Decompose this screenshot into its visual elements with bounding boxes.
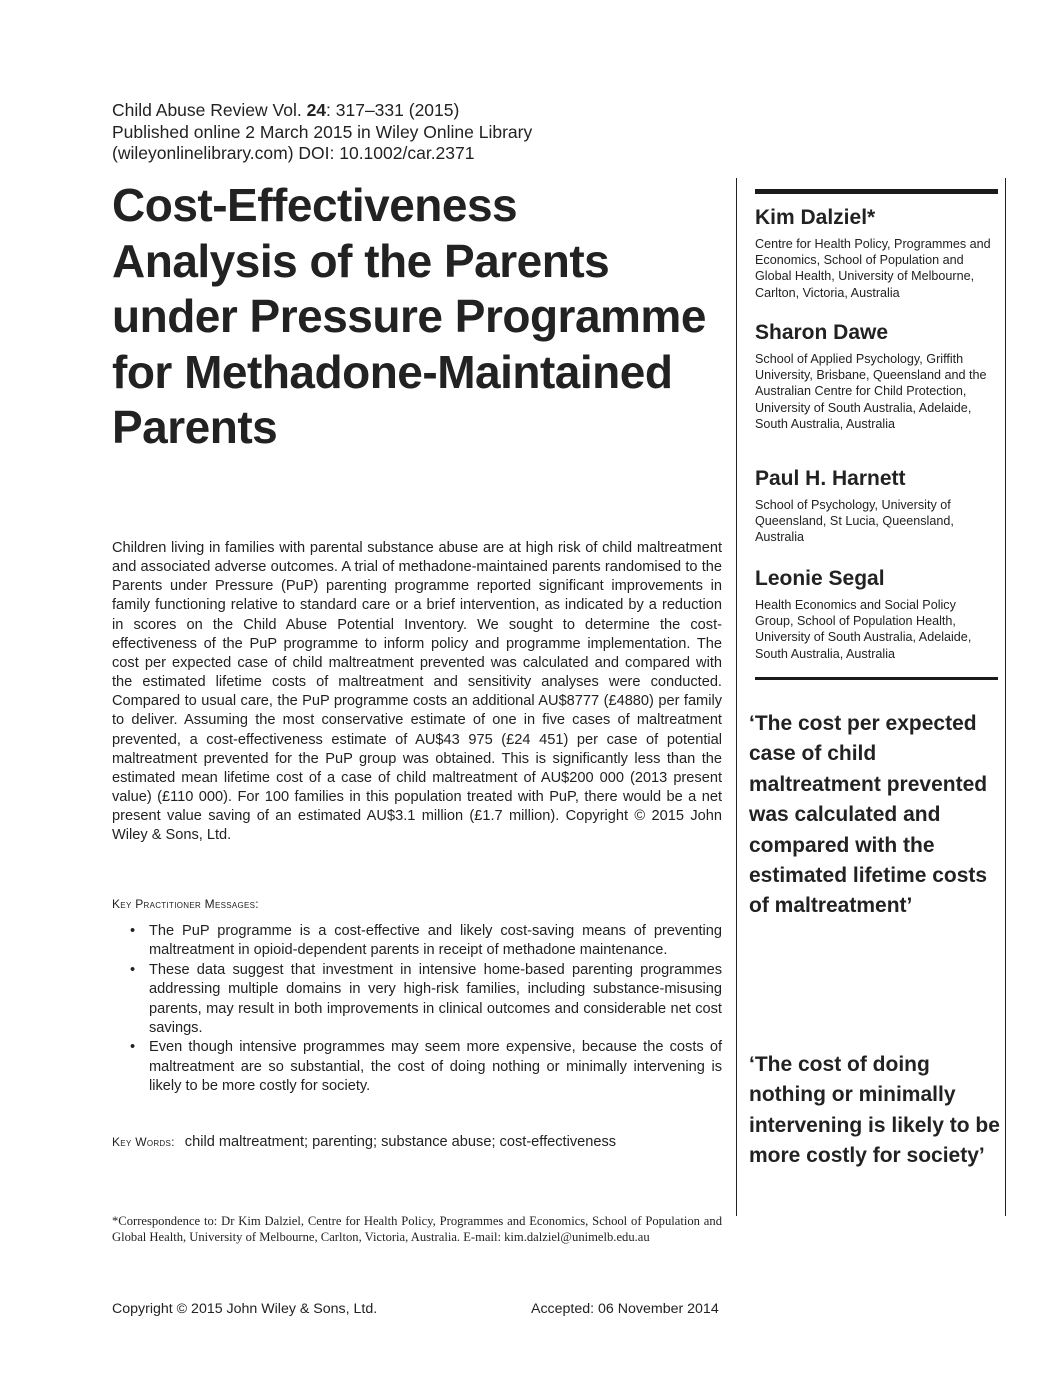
author-name: Sharon Dawe	[755, 321, 889, 344]
author-affiliation: School of Psychology, University of Queensland, St Lucia, Queensland, Australia	[755, 498, 954, 545]
sidebar-divider-rule	[755, 677, 998, 680]
author-affiliation: Centre for Health Policy, Programmes and Economics, School of Population and Global Health, University of Melbourne, Carlton, Victoria, Australia	[755, 237, 991, 300]
keywords	[112, 1133, 722, 1152]
journal-name: Child Abuse Review Vol.	[112, 100, 307, 120]
footer-accepted-date: Accepted: 06 November 2014	[531, 1301, 719, 1317]
journal-pages: : 317–331 (2015)	[326, 100, 460, 120]
article-title: Cost-Effectiveness Analysis of the Parents under Pressure Programme for Methadone-Maintained Parents	[112, 179, 706, 453]
footer-copyright: Copyright © 2015 John Wiley & Sons, Ltd.	[112, 1301, 378, 1317]
journal-volume: 24	[306, 100, 327, 120]
published-online: Published online 2 March 2015 in Wiley Online Library	[112, 121, 533, 142]
key-message-item	[130, 961, 722, 1039]
journal-header	[112, 100, 712, 165]
author-block	[755, 320, 995, 432]
key-messages-list	[130, 922, 722, 1097]
author-affiliation: Health Economics and Social Policy Group, School of Population Health, University of South Australia, Adelaide, South Australia, Australia	[755, 598, 972, 661]
key-message-item	[130, 1038, 722, 1096]
author-name: Kim Dalziel*	[755, 206, 876, 229]
keywords-text: child maltreatment; parenting; substance abuse; cost-effectiveness	[184, 1134, 617, 1150]
bullet-icon: •	[130, 1039, 136, 1056]
author-affiliation: School of Applied Psychology, Griffith University, Brisbane, Queensland and the Australian Centre for Child Protection, University of South Australia, Adelaide, South Australia, Australia	[755, 352, 987, 431]
bullet-icon: •	[130, 923, 136, 939]
key-message-item	[130, 922, 722, 961]
abstract: Children living in families with parental substance abuse are at high risk of child maltreatment and associated adverse outcomes. A trial of methadone-maintained parents randomised to the Parents under Pressure (PuP) parenting programme reported significant improvements in family functioning relative to standard care or a brief intervention, as indicated by a reduction in scores on the Child Abuse Potential Inventory. We sought to determine the cost-effectiveness of the PuP programme to inform policy and programme implementation. The cost per expected case of child maltreatment prevented was calculated and compared with the estimated lifetime costs of maltreatment and sensitivity analyses were conducted. Compared to usual care, the PuP programme costs an additional AU$8777 (£4880) per family to deliver. Assuming the most conservative estimate of one in five cases of maltreatment prevented, a cost-effectiveness estimate of AU$43 975 (£24 451) per case of potential maltreatment prevented for the PuP group was obtained. This is significantly less than the estimated mean lifetime cost of a case of child maltreatment of AU$200 000 (2013 present value) (£110 000). For 100 families in this population treated with PuP, there would be a net present value saving of an estimated AU$3.1 million (£1.7 million). Copyright © 2015 John Wiley & Sons, Ltd.	[112, 540, 722, 844]
key-message-text: Even though intensive programmes may seem more expensive, because the costs of maltreatment are so substantial, the cost of doing nothing or minimally intervening is likely to be more costly for society.	[149, 1039, 722, 1095]
sidebar-top-rule	[755, 189, 998, 194]
author-block	[755, 566, 995, 662]
doi: (wileyonlinelibrary.com) DOI: 10.1002/car.2371	[112, 143, 475, 163]
author-name: Paul H. Harnett	[755, 467, 906, 490]
key-message-text: The PuP programme is a cost-effective and likely cost-saving means of preventing maltreatment in opioid-dependent parents in receipt of methadone maintenance.	[149, 923, 722, 959]
keywords-label: Key Words:	[112, 1135, 175, 1149]
pull-quote: ‘The cost of doing nothing or minimally intervening is likely to be more costly for society’	[749, 1053, 1000, 1168]
pull-quote: ‘The cost per expected case of child maltreatment prevented was calculated and compared with the estimated lifetime costs of maltreatment’	[749, 712, 988, 918]
author-block	[755, 205, 995, 301]
author-block	[755, 466, 995, 546]
key-messages-heading: Key Practitioner Messages:	[112, 897, 259, 911]
key-message-text: These data suggest that investment in intensive home-based parenting programmes addressing multiple domains in very high-risk families, including substance-misusing parents, may result in both improvements in clinical outcomes and considerable net cost savings.	[149, 961, 722, 1037]
bullet-icon: •	[130, 961, 136, 978]
correspondence-footnote: *Correspondence to: Dr Kim Dalziel, Centre for Health Policy, Programmes and Economics, School of Population and Global Health, University of Melbourne, Carlton, Victoria, Australia. E-mail: kim.dalziel@unimelb.edu.au	[112, 1214, 722, 1244]
author-name: Leonie Segal	[755, 567, 885, 590]
journal-citation	[112, 100, 712, 122]
